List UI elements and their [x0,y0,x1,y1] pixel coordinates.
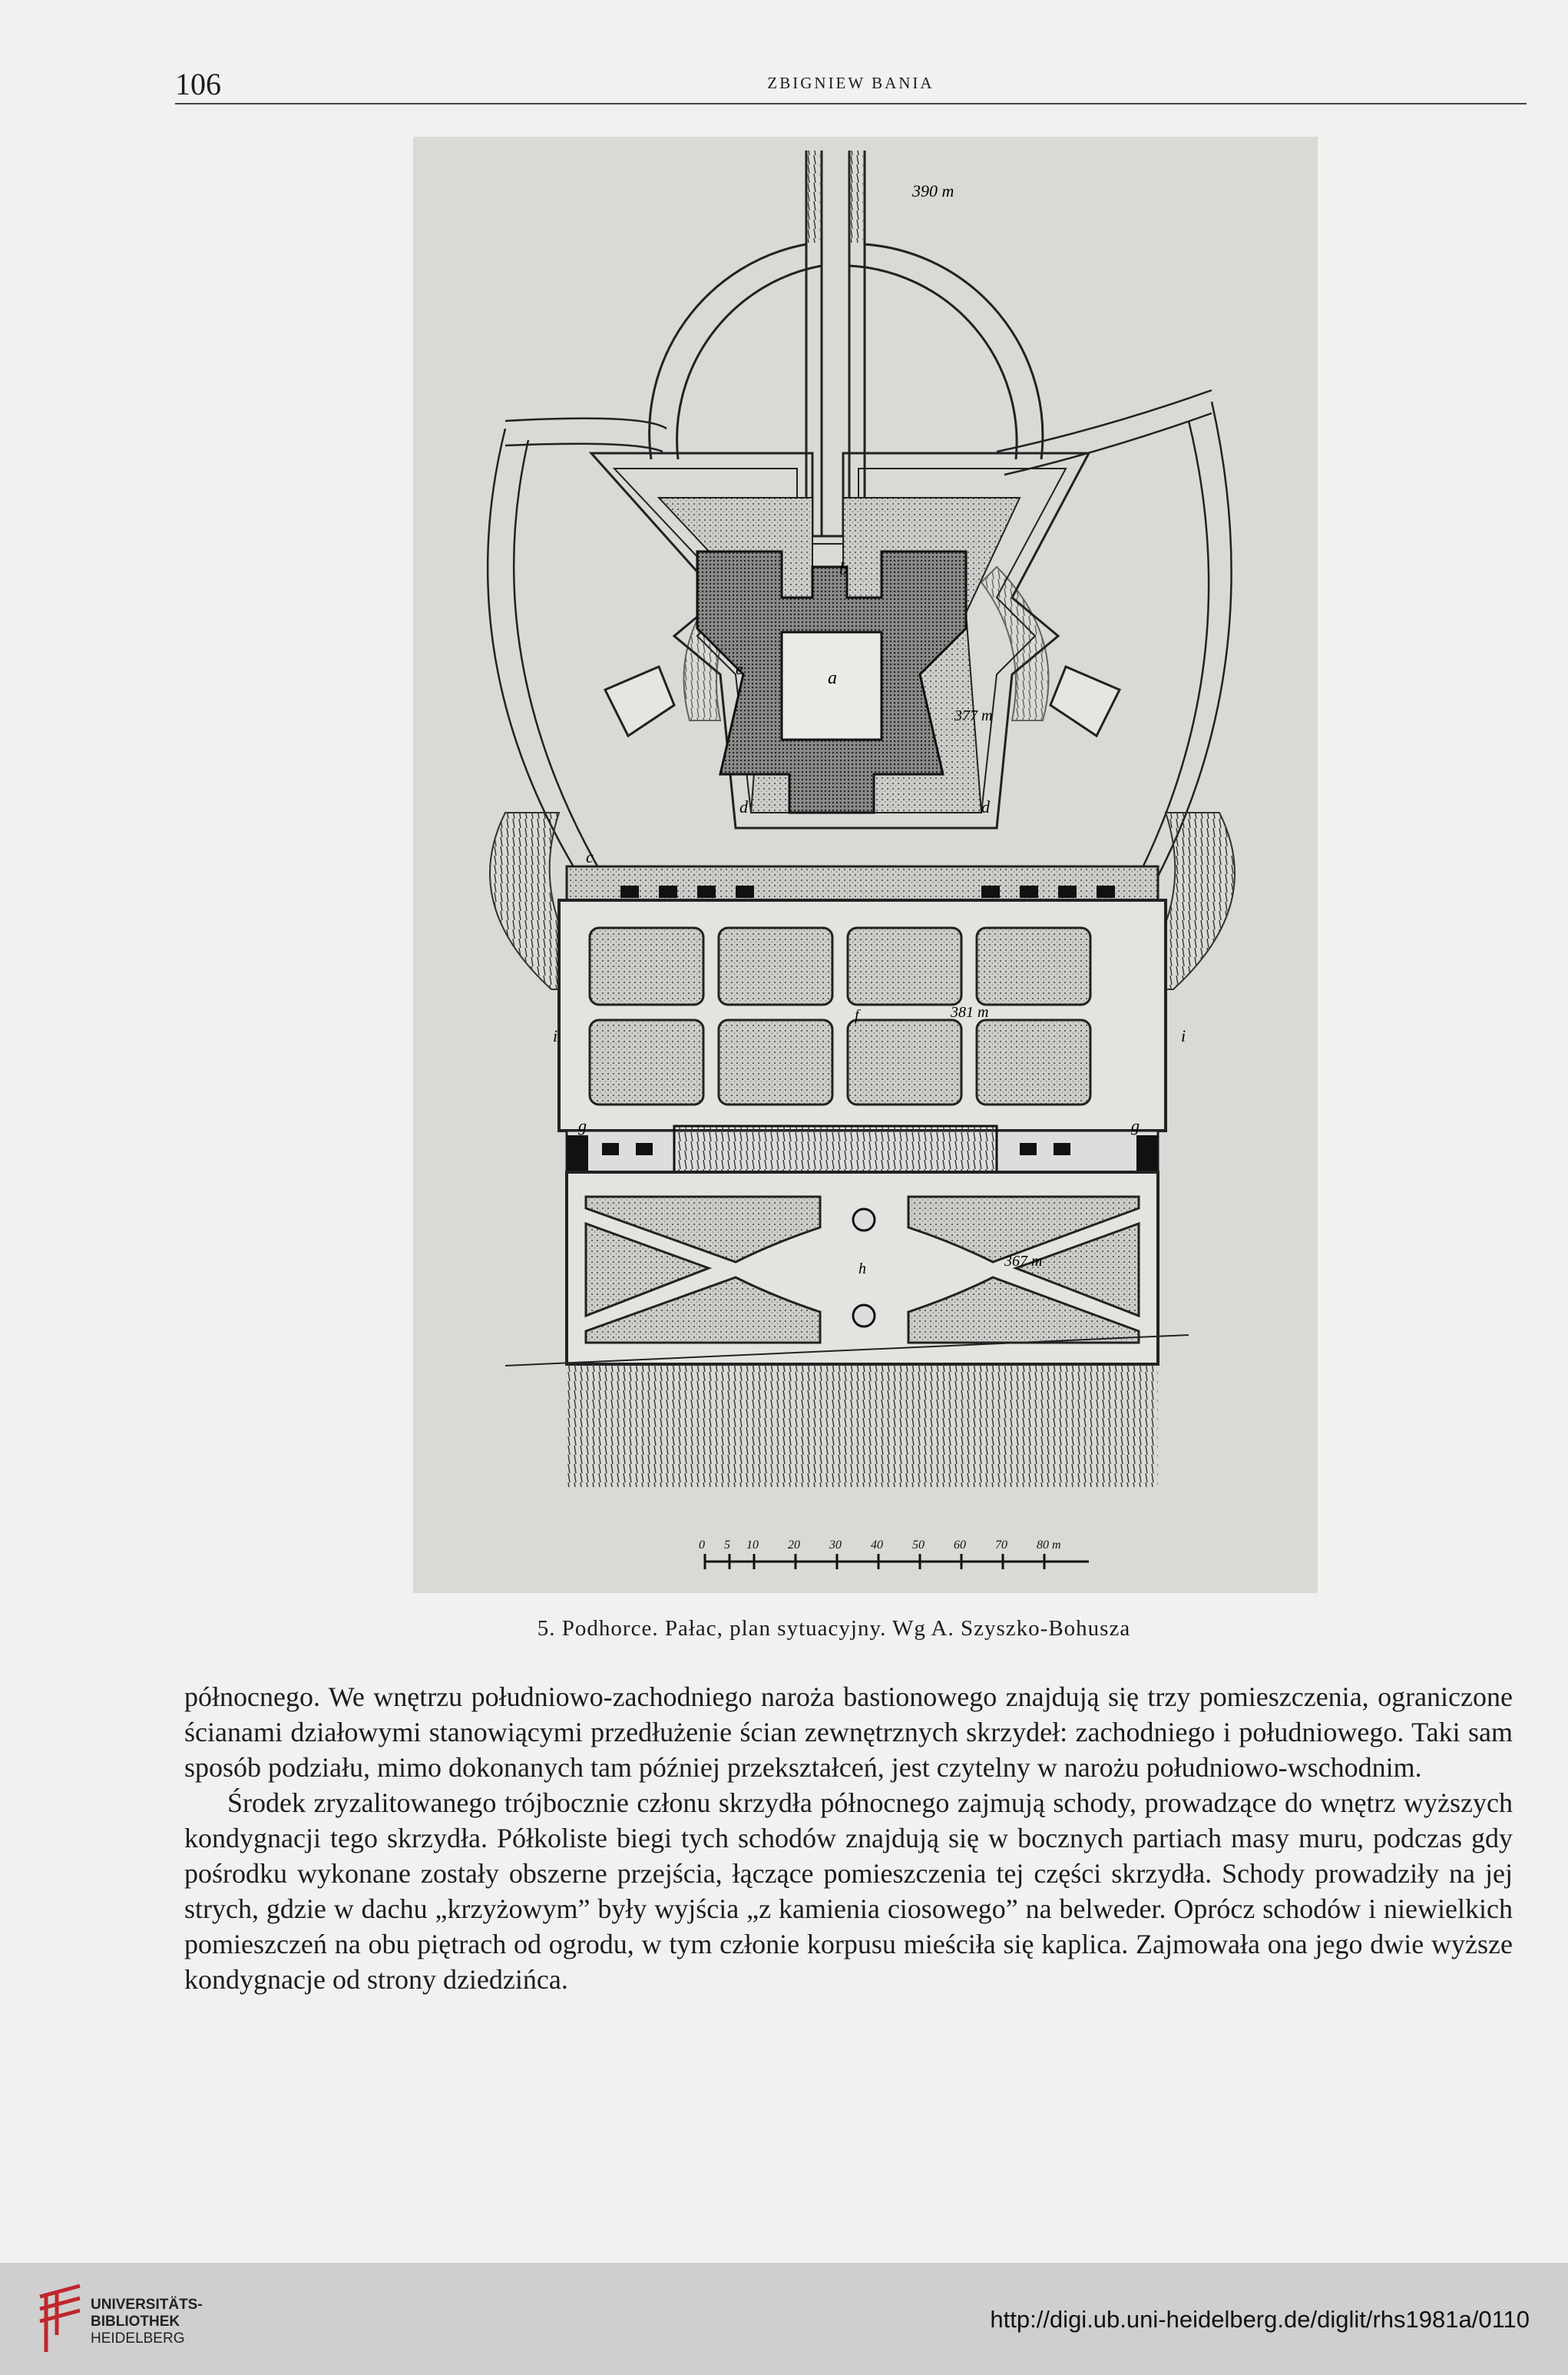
label-390m: 390 m [912,181,954,200]
svg-text:c: c [586,847,594,866]
scale-bar [705,1554,1089,1569]
figure-caption: 5. Podhorce. Pałac, plan sytuacyjny. Wg A. Szyszko-Bohusza [537,1616,1131,1641]
svg-text:i: i [553,1026,558,1045]
page-number: 106 [175,67,221,101]
svg-text:d: d [981,797,990,817]
paragraph: Środek zryzalitowanego trójbocznie członu skrzydła północnego zajmują schody, prowadzące do wnętrz wyższych kondygnacji tego skrzydła. Półkoliste biegi tych schodów znajdują się w bocznych partiach masy muru, podczas gdy pośrodku wykonane zostały obszerne przejścia, łączące pomieszczenia tej części skrzydła. Schody prowadziły na jej strych, gdzie w dachu „krzyżowym” były wyjścia „z kamienia ciosowego” na belweder. Oprócz schodów i niewielkich pomieszczeń na obu piętrach od ogrodu, w tym członie korpusu mieściła się kaplica. Zajmowała ona jego dwie wyższe kondygnacje od strony dziedzińca. [184,1787,1513,1995]
library-name: UNIVERSITÄTS- BIBLIOTHEK HEIDELBERG [91,2297,203,2347]
svg-text:367 m: 367 m [1004,1253,1043,1270]
svg-text:80 m: 80 m [1037,1539,1061,1552]
svg-text:60: 60 [954,1539,966,1552]
svg-text:a: a [828,668,837,688]
svg-text:381 m: 381 m [951,1004,989,1021]
svg-text:50: 50 [912,1539,925,1552]
svg-text:5: 5 [724,1539,730,1552]
svg-text:e: e [736,659,743,678]
svg-text:30: 30 [829,1539,842,1552]
svg-text:d: d [739,797,748,817]
svg-text:20: 20 [788,1539,800,1552]
svg-text:40: 40 [871,1539,883,1552]
svg-text:i: i [1181,1026,1186,1045]
svg-text:h: h [858,1260,866,1277]
running-head: ZBIGNIEW BANIA [767,74,935,92]
header-rule [175,103,1527,104]
page-header [175,66,1527,104]
digitization-footer [0,2263,1568,2375]
figure-plate [413,137,1318,1593]
site-plan-drawing [413,137,1318,1593]
svg-text:10: 10 [746,1539,759,1552]
svg-text:g: g [578,1116,587,1135]
svg-text:b: b [839,559,848,578]
svg-text:0: 0 [699,1539,705,1552]
svg-text:f: f [855,1007,859,1024]
svg-text:377 m: 377 m [954,707,993,724]
source-url-link[interactable]: http://digi.ub.uni-heidelberg.de/diglit/rhs1981a/0110 [990,2306,1530,2333]
svg-text:g: g [1131,1116,1140,1135]
grand-stair [674,1126,997,1172]
scale-labels [699,1539,1061,1552]
approach-avenue [650,151,1043,536]
body-text [184,1679,1513,1997]
svg-text:70: 70 [995,1539,1007,1552]
paragraph: północnego. We wnętrzu południowo-zachodniego naroża bastionowego znajdują się trzy pomieszczenia, ograniczone ścianami działowymi stanowiącymi przedłużenie ścian zewnętrznych skrzydeł: zachodniego i południowego. Taki sam sposób podziału, mimo dokonanych tam później przekształceń, jest czytelny w narożu południowo-wschodnim. [184,1681,1513,1783]
library-logo-icon [35,2281,84,2357]
